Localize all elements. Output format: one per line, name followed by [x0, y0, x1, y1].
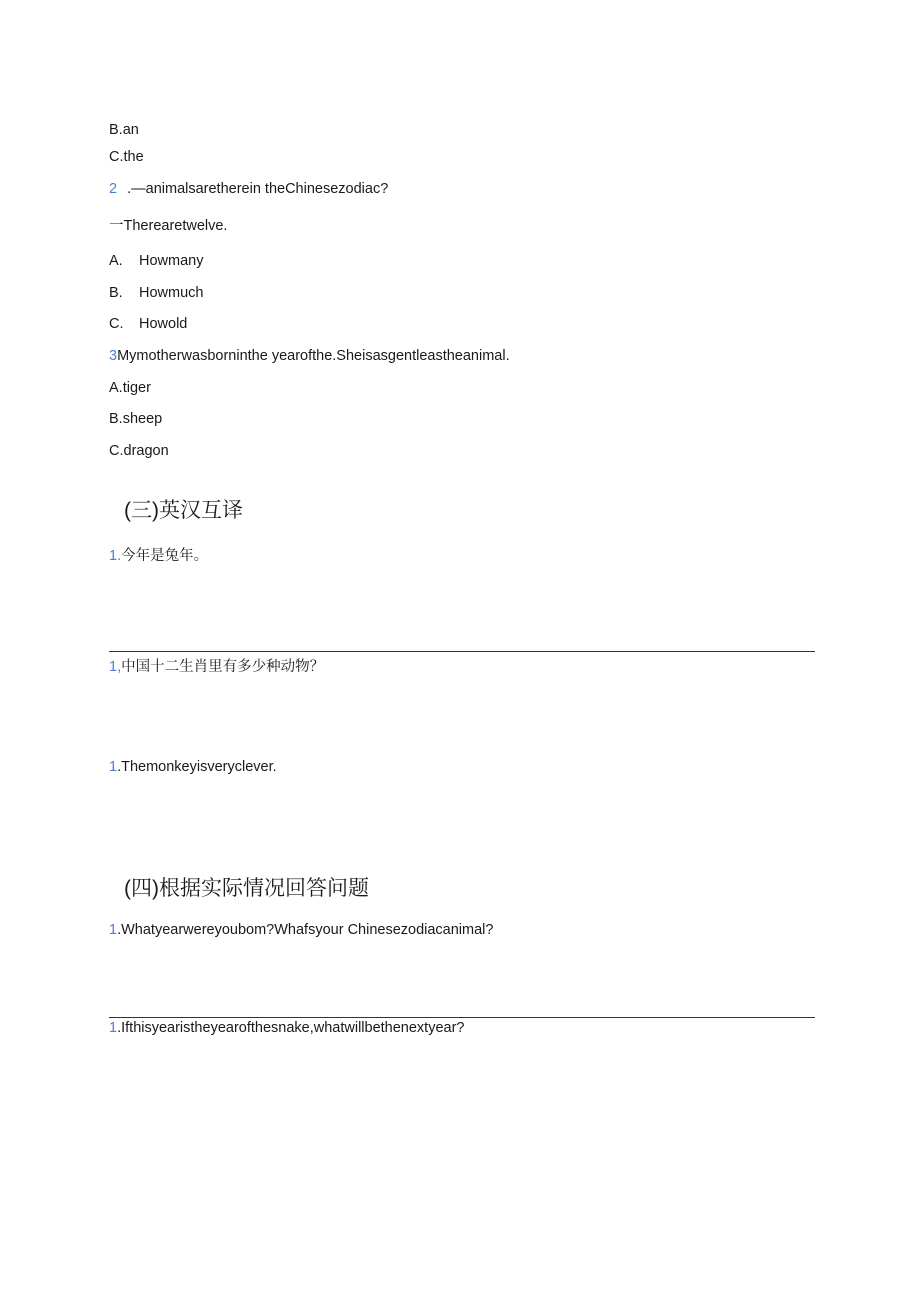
q3-question [109, 347, 510, 365]
q2-option-a-letter: A. [109, 253, 123, 269]
section3-item-2-number: 1, [109, 659, 122, 675]
section3-item-1 [109, 547, 208, 565]
section4-item-1-text: .Whatyearwereyoubom?Whafsyour Chinesezodiacanimal? [117, 922, 494, 938]
section3-item-2-text: 中国十二生肖里有多少种动物？ [121, 659, 325, 675]
section4-heading: (四)根据实际情况回答问题 [124, 877, 369, 900]
section3-item-3 [109, 758, 277, 776]
q3-text: Mymotherwasborninthe yearofthe.Sheisasgentleastheanimal. [117, 348, 510, 364]
q2-option-b [109, 284, 203, 302]
q1-option-b: B.an [109, 122, 139, 138]
section3-item-2 [109, 658, 324, 676]
q3-option-b: B.sheep [109, 411, 163, 427]
section4-item-2-number: 1 [109, 1020, 118, 1036]
q2-question [109, 180, 388, 198]
answer-line [109, 1017, 815, 1018]
q2-text: .—animalsaretherein theChinesezodiac? [123, 181, 389, 197]
q2-number: 2 [109, 181, 118, 197]
section3-item-3-number: 1 [109, 759, 118, 775]
q2-option-b-text: Howmuch [139, 285, 204, 301]
section3-item-3-text: .Themonkeyisveryclever. [117, 759, 277, 775]
q3-option-a: A.tiger [109, 380, 151, 396]
section3-item-1-number: 1. [109, 548, 122, 564]
q3-number: 3 [109, 348, 118, 364]
q2-option-a [109, 252, 203, 270]
q2-option-c [109, 315, 187, 333]
q3-option-c: C.dragon [109, 443, 169, 459]
section4-item-2 [109, 1019, 464, 1037]
section4-item-1 [109, 921, 493, 939]
q2-option-c-letter: C. [109, 316, 124, 332]
q2-option-a-text: Howmany [139, 253, 204, 269]
q2-option-c-text: Howold [139, 316, 188, 332]
q2-answer: 一Therearetwelve. [109, 218, 228, 234]
section3-heading: (三)英汉互译 [124, 499, 243, 522]
q2-option-b-letter: B. [109, 285, 123, 301]
answer-line [109, 651, 815, 652]
q1-option-c: C.the [109, 149, 144, 165]
section4-item-2-text: .Ifthisyearistheyearofthesnake,whatwillbethenextyear? [117, 1020, 465, 1036]
section3-item-1-text: 今年是兔年。 [121, 548, 209, 564]
section4-item-1-number: 1 [109, 922, 118, 938]
